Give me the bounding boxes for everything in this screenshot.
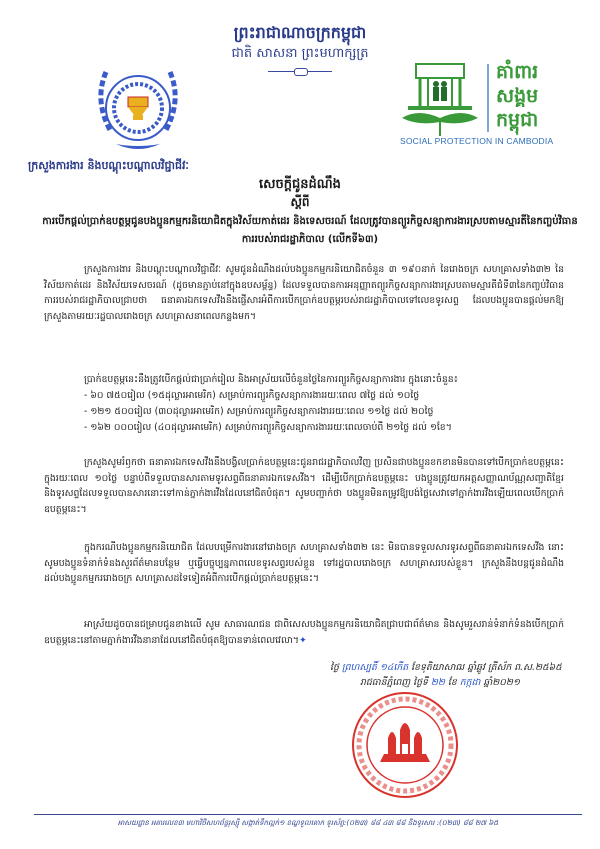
- official-seal: [350, 690, 460, 800]
- ministry-name: ក្រសួងការងារ និងបណ្តុះបណ្តាលវិជ្ជាជីវៈ: [28, 159, 189, 172]
- sp-logo-text-line1: គាំពារ: [496, 61, 539, 83]
- lunar-date-prefix: ថ្ងៃ: [330, 662, 339, 673]
- handwritten-mark-icon: ✦: [298, 634, 307, 646]
- paragraph-5-text: អាស្រ័យដូចបានជម្រាបជូនខាងលើ សូម សាធារណជន ជាពិសេសបងប្អូនកម្មករនិយោជិតជ្រាបជាព័ត៌មាន និងសូមរួសរាន់ទំនាក់ទំនងបើកប្រាក់ឧបត្ថម្ភនេះនៅតាមភ្នាក់ងារវីងនានាដែលនៅជិតបំផុតឱ្យបានទាន់ពេលវេលា។: [44, 619, 564, 646]
- kingdom-name: ព្រះរាជាណាចក្រកម្ពុជា: [233, 23, 367, 42]
- lunar-date-suffix: ខែទុតិយាសាឍ ឆ្នាំឆ្លូវ ត្រីស័ក ព.ស.២៥៦៥: [411, 662, 562, 673]
- angkor-seal-icon: [350, 690, 460, 800]
- allowance-item: - ១៦២ ០០០រៀល (៤០ដុល្លារអាមេរិក) សម្រាប់ការព្យួរកិច្ចសន្យាការងាររយៈពេលចាប់ពី ២១ថ្ងៃ ដល់ ១ខែ។: [84, 420, 564, 436]
- document-title: សេចក្តីជូនដំណឹង: [259, 177, 341, 192]
- paragraph-1: ក្រសួងការងារ និងបណ្តុះបណ្តាលវិជ្ជាជីវៈ សូមជូនដំណឹងដល់បងប្អូនកម្មករនិយោជិតចំនួន ៣ ១៩០នាក់ នៃរោងចក្រ សហគ្រាសទាំង៣២ នៃវិស័យកាត់ដេរ និងវិស័យទេសចរណ៍ (ដូចមានភ្ជាប់នៅក្នុងឧបសម្ព័ន្ធ) ដែលទទួលបានការអនុញ្ញាតព្យួរកិច្ចសន្យាការងារស្របតាមស្មារតីជំទី៣នៃកញ្ចប់វិធានការរបស់រាជរដ្ឋាភិបាលជ្រាបថា ធនាគារឯកទេសវីងនឹងផ្ញើសារអំពីការបើកប្រាក់ឧបត្ថម្ភរបស់រាជរដ្ឋាភិបាលទៅលេខទូរសព្ទ ដែលបងប្អូនបានផ្តល់មកឱ្យក្រសួងតាមរយៈរដ្ឋបាលរោងចក្រ សហគ្រាសនាពេលកន្លងមក។: [44, 264, 564, 322]
- day-handwritten: ២២: [430, 677, 445, 688]
- sp-logo-text-line3: កម្ពុជា: [496, 109, 539, 131]
- kingdom-header: [200, 22, 400, 74]
- document-subject-label: ស្តីពី: [290, 195, 310, 209]
- ornament-divider: [268, 68, 332, 74]
- footer-address: អាសយដ្ឋាន អគារលេខ៣ មហាវិថីសហព័ន្ធរុស្ស៊ី សង្កាត់ទឹកល្អក់១ ខណ្ឌទួលគោក ទូរស័ព្ទ:(០២៣) ៨៨ ៤៣ ៨៨ និងទូរសារ :(០២៣) ៨៨ ២៧ ៦៥: [117, 819, 499, 827]
- social-protection-caption: SOCIAL PROTECTION IN CAMBODIA: [400, 136, 554, 146]
- lunar-date-handwritten: ព្រហស្បតិ៍ ១៤កើត: [341, 662, 409, 673]
- allowance-item: - ១២១ ៥០០រៀល (៣០ដុល្លារអាមេរិក) សម្រាប់ការព្យួរកិច្ចសន្យាការងាររយៈពេល ១១ថ្ងៃ ដល់ ២០ថ្ងៃ: [84, 404, 564, 420]
- year: ឆ្នាំ២០២១: [483, 677, 520, 688]
- lunar-date: [330, 661, 570, 675]
- month-prefix: ខែ: [447, 677, 457, 688]
- allowance-item: - ៦០ ៧៥០រៀល (១៥ដុល្លារអាមេរិក) សម្រាប់ការព្យួរកិច្ចសន្យាការងាររយៈពេល ៧ថ្ងៃ ដល់ ១០ថ្ងៃ: [84, 388, 564, 404]
- ministry-emblem-icon: [88, 60, 188, 160]
- paragraph-5: [44, 617, 564, 648]
- paragraph-4: ក្នុងករណីបងប្អូនកម្មករនិយោជិត ដែលបម្រើការងារនៅរោងចក្រ សហគ្រាសទាំង៣២ នេះ មិនបានទទួលសារទូរសព្ទពីធនាគារឯកទេសវីង នោះសូមបងប្អូនទំនាក់ទំនងសួរព័ត៌មានបន្ថែម ឬធ្វើបច្ចុប្បន្នភាពលេខទូរសព្ទរបស់ខ្លួន ទៅរដ្ឋបាលរោងចក្រ សហគ្រាសរបស់ខ្លួន។ ក្រសួងនឹងបន្តជូនដំណឹងដល់បងប្អូនកម្មកររោងចក្រ សហគ្រាសដទៃទៀតអំពីការបើកផ្តល់ប្រាក់ឧបត្ថម្ភនេះ។: [44, 542, 564, 584]
- footer-divider: [34, 814, 582, 815]
- document-subject: ការបើកផ្តល់ប្រាក់ឧបត្ថម្ភជូនបងប្អូនកម្មករនិយោជិតក្នុងវិស័យកាត់ដេរ និងទេសចរណ៍ ដែលត្រូវបានព្យួរកិច្ចសន្យាការងារស្របតាមស្មារតីនៃកញ្ចប់វិធានការរបស់រាជរដ្ឋាភិបាល (លើកទី៦៣): [42, 216, 578, 245]
- place-date: [360, 676, 570, 690]
- sp-logo-text-line2: សង្គម: [496, 85, 539, 107]
- national-motto: ជាតិ សាសនា ព្រះមហាក្សត្រ: [231, 46, 369, 61]
- ministry-logo: [88, 60, 188, 160]
- allowance-list: [84, 388, 564, 436]
- place-date-prefix: រាជធានីភ្នំពេញ ថ្ងៃទី: [360, 677, 428, 688]
- paragraph-2-intro: ប្រាក់ឧបត្ថម្ភនេះនឹងត្រូវបើកផ្តល់ជាប្រាក់រៀល និងអាស្រ័យលើចំនួនថ្ងៃនៃការព្យួរកិច្ចសន្យាការងារ ក្នុងនោះចំនួន៖: [84, 374, 458, 385]
- month-handwritten: កក្កដា: [459, 677, 481, 688]
- paragraph-3: ក្រសួងសូមរំឭកថា ធនាគារឯកទេសវីងនឹងបង្វិលប្រាក់ឧបត្ថម្ភនេះជូនរាជរដ្ឋាភិបាលវិញ ប្រសិនជាបងប្អូនខកខានមិនបានទៅបើកប្រាក់ឧបត្ថម្ភនេះ ក្នុងរយៈពេល ១០ថ្ងៃ បន្ទាប់ពីទទួលបានសារតាមទូរសព្ទពីធនាគារឯកទេសវីង។ ដើម្បីបើកប្រាក់ឧបត្ថម្ភនេះ បងប្អូនត្រូវយកអត្តសញ្ញាណប័ណ្ណសញ្ជាតិខ្មែរ និងទូរសព្ទដែលទទួលបានសារនោះទៅកាន់ភ្នាក់ងារវីងដែលនៅជិតបំផុត។ សូមបញ្ជាក់ថា បងប្អូនមិនតម្រូវឱ្យបង់ថ្លៃសេវាទៅភ្នាក់ងារវីងឡើយពេលបើកប្រាក់ឧបត្ថម្ភនេះ។: [44, 457, 564, 515]
